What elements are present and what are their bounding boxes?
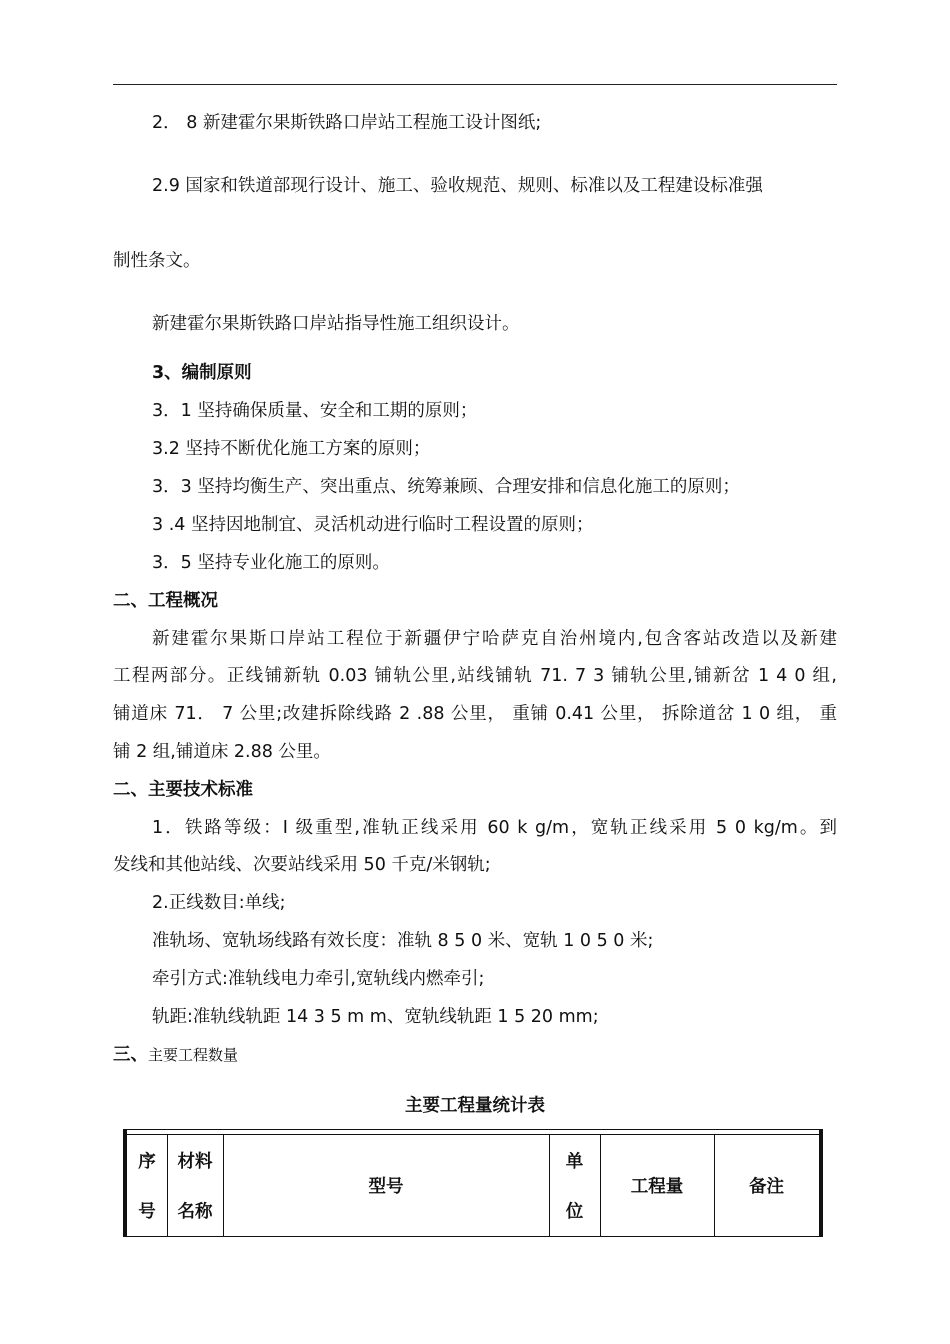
header-model: 型号 xyxy=(368,1177,404,1197)
header-quantity: 工程量 xyxy=(630,1177,684,1197)
principle-3-3: 3．3 坚持均衡生产、突出重点、统筹兼顾、合理安排和信息化施工的原则； xyxy=(152,477,740,497)
section-number: 三、 xyxy=(113,1045,148,1065)
header-material-name xyxy=(167,1150,223,1224)
header-material-line1: 材料 xyxy=(177,1152,213,1172)
ref-2-8: 2． 8 新建霍尔果斯铁路口岸站工程施工设计图纸; xyxy=(152,113,542,133)
table-title: 主要工程量统计表 xyxy=(405,1096,545,1116)
section-heading-standards: 二、主要技术标准 xyxy=(113,780,253,800)
standard-line-1: 1．铁路等级：I 级重型,准轨正线采用 60 k g/m，宽轨正线采用 5 0 kg/m。到 xyxy=(152,818,837,838)
header-seq-line2: 号 xyxy=(138,1202,156,1222)
principle-3-4: 3 .4 坚持因地制宜、灵活机动进行临时工程设置的原则； xyxy=(152,515,594,535)
section-heading-overview: 二、工程概况 xyxy=(113,591,218,611)
ref-guide: 新建霍尔果斯铁路口岸站指导性施工组织设计。 xyxy=(152,314,520,334)
overview-line-4: 铺 2 组,铺道床 2.88 公里。 xyxy=(113,742,331,762)
section-heading-quantities xyxy=(113,1043,238,1067)
standard-line-3: 2.正线数目:单线; xyxy=(152,893,286,913)
overview-line-1: 新建霍尔果斯口岸站工程位于新疆伊宁哈萨克自治州境内,包含客站改造以及新建 xyxy=(152,629,837,649)
header-seq xyxy=(127,1150,167,1224)
section-heading-principles: 3、编制原则 xyxy=(152,363,252,383)
overview-line-3: 铺道床 71． 7 公里;改建拆除线路 2 .88 公里， 重铺 0.41 公里， 拆除道岔 1 0 组， 重 xyxy=(113,704,837,724)
header-unit xyxy=(549,1150,600,1224)
principle-3-5: 3．5 坚持专业化施工的原则。 xyxy=(152,553,390,573)
header-seq-line1: 序 xyxy=(138,1152,156,1172)
table-double-rule xyxy=(127,1134,819,1135)
header-remark: 备注 xyxy=(749,1177,784,1197)
principle-3-1: 3．1 坚持确保质量、安全和工期的原则； xyxy=(152,401,478,421)
ref-2-9: 2.9 国家和铁道部现行设计、施工、验收规范、规则、标准以及工程建设标准强 xyxy=(152,176,763,196)
header-material-line2: 名称 xyxy=(177,1202,213,1222)
principle-3-2: 3.2 坚持不断优化施工方案的原则； xyxy=(152,439,431,459)
standard-line-5: 牵引方式:准轨线电力牵引,宽轨线内燃牵引; xyxy=(152,969,485,989)
overview-line-2: 工程两部分。正线铺新轨 0.03 铺轨公里,站线铺轨 71. 7 3 铺轨公里,铺新岔 1 4 0 组, xyxy=(113,666,837,686)
standard-line-2: 发线和其他站线、次要站线采用 50 千克/米钢轨; xyxy=(113,855,491,875)
standard-line-4: 准轨场、宽轨场线路有效长度：准轨 8 5 0 米、宽轨 1 0 5 0 米; xyxy=(152,931,654,951)
section-title: 主要工程数量 xyxy=(148,1046,239,1064)
quantity-table xyxy=(123,1129,823,1237)
standard-line-6: 轨距:准轨线轨距 14 3 5 m m、宽轨线轨距 1 5 20 mm; xyxy=(152,1007,599,1027)
ref-2-9-cont: 制性条文。 xyxy=(113,251,201,271)
header-rule xyxy=(113,84,837,85)
header-unit-line2: 位 xyxy=(565,1202,584,1222)
header-unit-line1: 单 xyxy=(565,1152,584,1172)
